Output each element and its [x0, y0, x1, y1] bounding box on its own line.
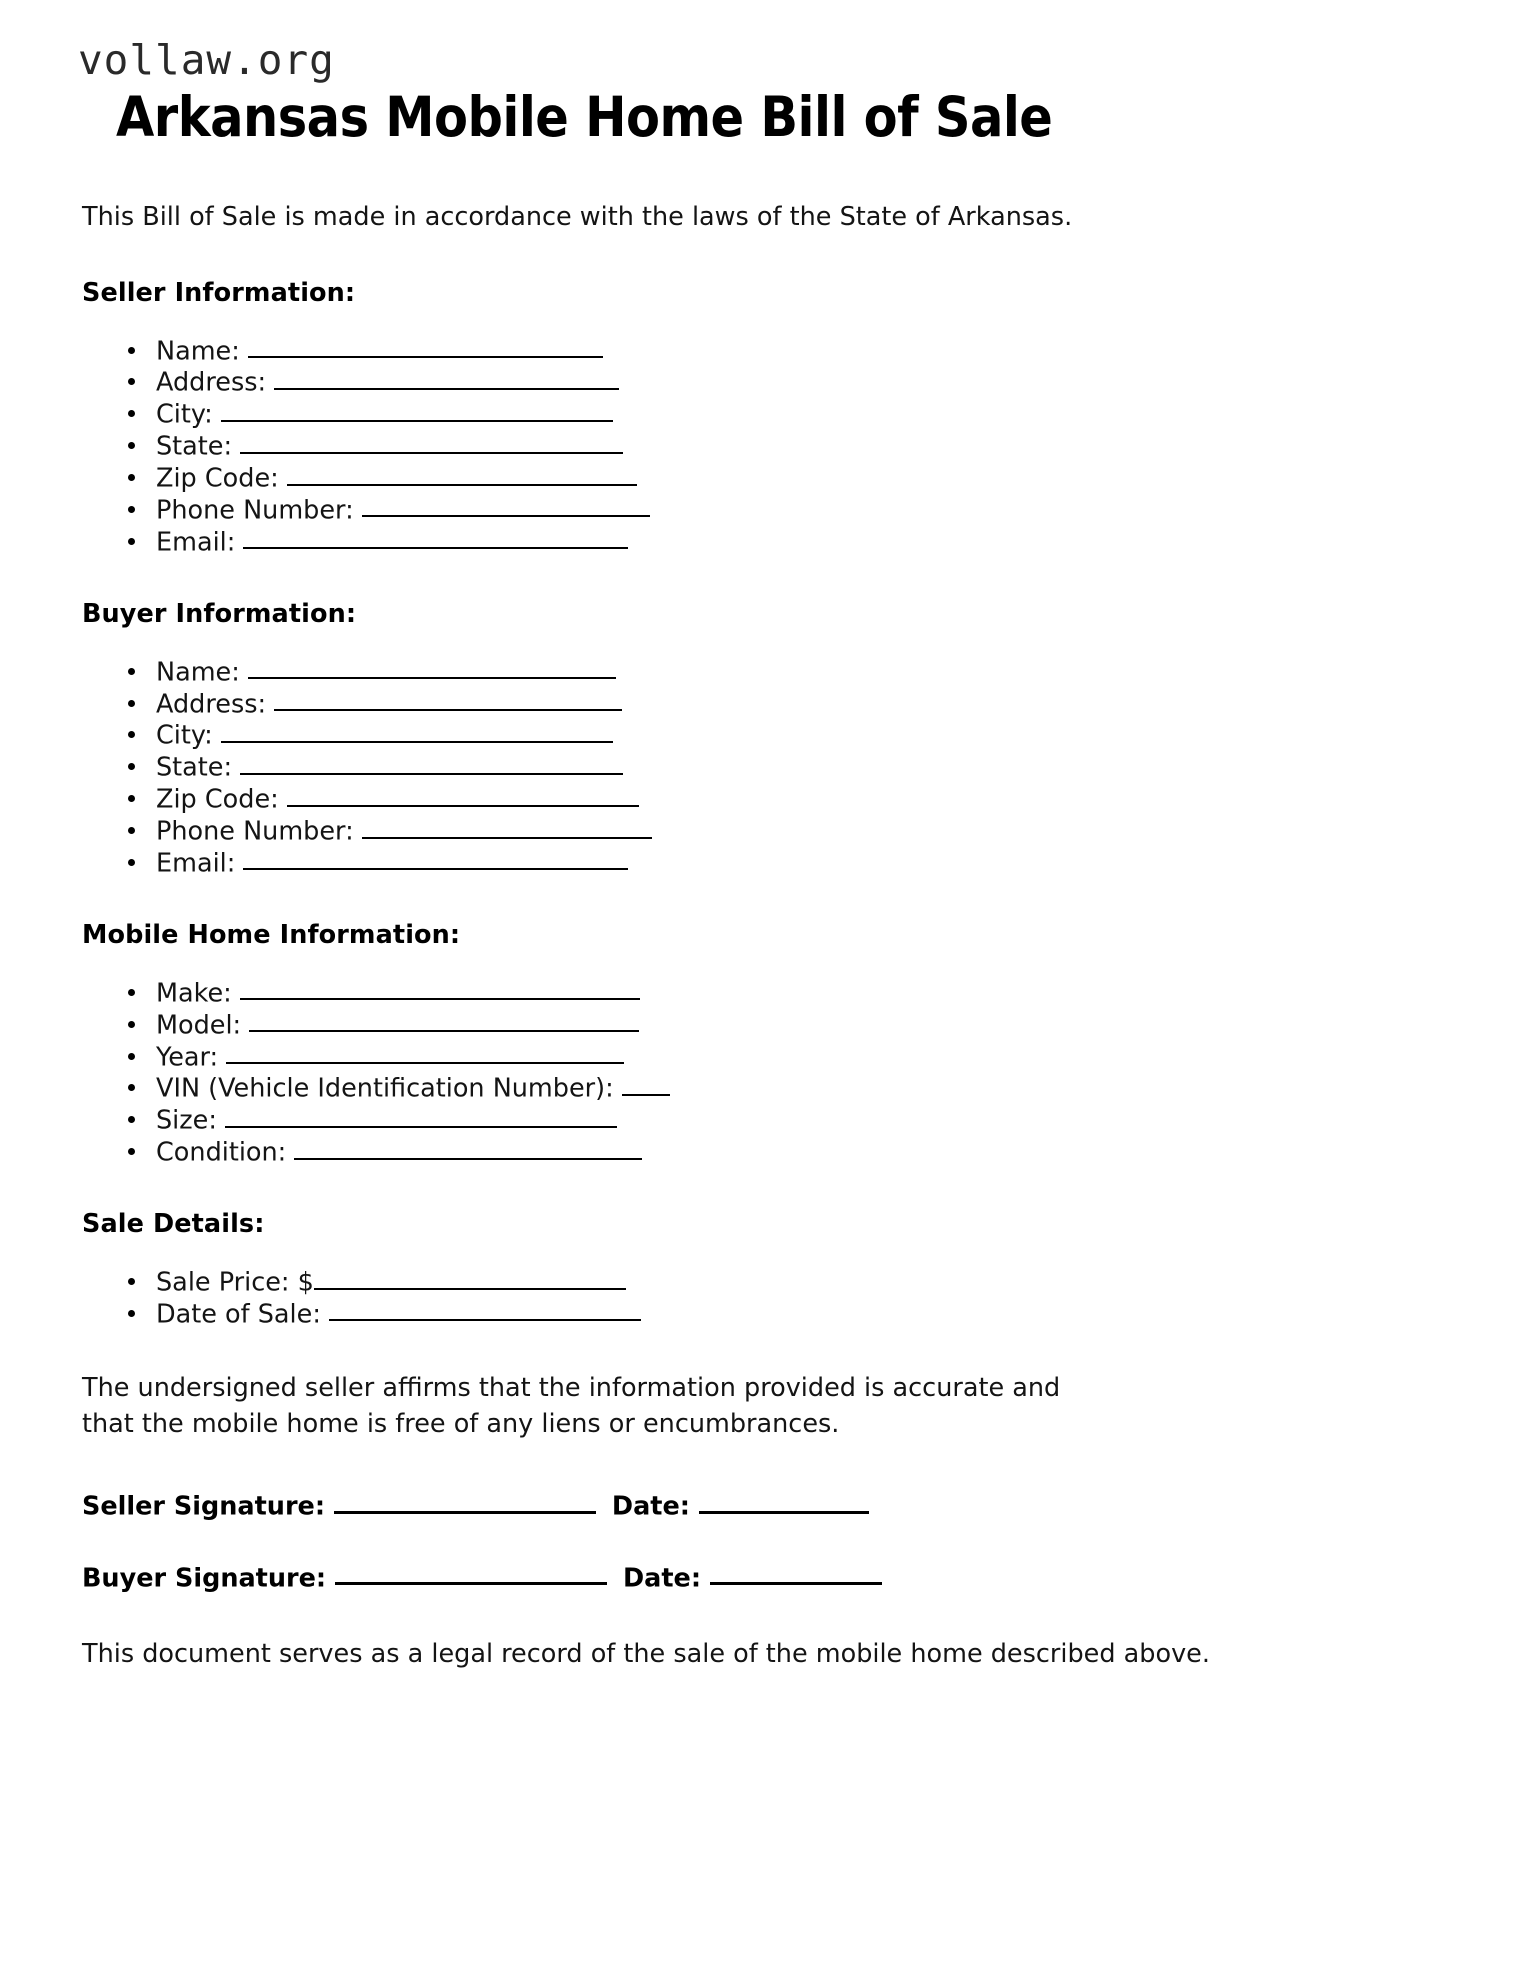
site-brand: vollaw.org: [78, 36, 335, 84]
form-field-row: [122, 1008, 1448, 1040]
section-heading: Mobile Home Information:: [82, 919, 461, 950]
signature-block: [78, 1488, 1448, 1593]
field-label: Sale Price: $: [156, 1267, 314, 1298]
closing-paragraph: This document serves as a legal record of the sale of the mobile home described above.: [82, 1639, 1210, 1670]
field-label: Make:: [156, 978, 232, 1009]
form-field-row: [122, 814, 1448, 846]
date-blank-line[interactable]: [710, 1559, 882, 1585]
field-blank-line[interactable]: [248, 654, 616, 679]
date-label: Date:: [622, 1563, 702, 1594]
field-label: Phone Number:: [156, 495, 354, 526]
form-field-row: [122, 655, 1448, 687]
form-field-row: [122, 976, 1448, 1008]
date-label: Date:: [611, 1491, 690, 1522]
field-label: Phone Number:: [156, 816, 354, 847]
form-field-row: [122, 1071, 1448, 1103]
field-blank-line[interactable]: [240, 428, 623, 453]
field-label: Date of Sale:: [156, 1299, 321, 1330]
form-field-row: [122, 1040, 1448, 1072]
field-label: Name:: [156, 336, 240, 367]
field-label: City:: [156, 399, 213, 430]
field-label: Address:: [156, 689, 267, 720]
signature-blank-line[interactable]: [335, 1559, 607, 1585]
field-list: [78, 1265, 1448, 1329]
signature-row: [82, 1488, 1448, 1521]
form-field-row: [122, 397, 1448, 429]
signature-blank-line[interactable]: [334, 1487, 596, 1513]
form-field-row: [122, 1103, 1448, 1135]
intro-paragraph: This Bill of Sale is made in accordance with the laws of the State of Arkansas.: [82, 201, 1073, 232]
field-blank-line[interactable]: [240, 975, 640, 1000]
section-heading: Buyer Information:: [82, 598, 357, 629]
field-label: State:: [156, 752, 233, 783]
field-label: Zip Code:: [156, 463, 279, 494]
field-label: Name:: [156, 657, 240, 688]
form-sections: [78, 278, 1448, 1329]
field-label: Size:: [156, 1105, 217, 1136]
field-label: Year:: [156, 1042, 219, 1073]
field-label: Model:: [156, 1010, 242, 1041]
field-blank-line[interactable]: [240, 749, 623, 774]
field-blank-line[interactable]: [362, 492, 650, 517]
form-field-row: [122, 846, 1448, 878]
field-blank-line[interactable]: [314, 1264, 626, 1289]
field-blank-line[interactable]: [274, 364, 619, 389]
form-field-row: [122, 1265, 1448, 1297]
field-blank-line[interactable]: [362, 813, 652, 838]
field-blank-line[interactable]: [226, 1039, 624, 1064]
form-field-row: [122, 1297, 1448, 1329]
field-blank-line[interactable]: [225, 1102, 617, 1127]
form-field-row: [122, 718, 1448, 750]
signature-row: [82, 1560, 1448, 1593]
form-field-row: [122, 782, 1448, 814]
field-blank-line[interactable]: [329, 1296, 641, 1321]
page-title: Arkansas Mobile Home Bill of Sale: [116, 85, 1053, 149]
form-field-row: [122, 750, 1448, 782]
form-field-row: [122, 365, 1448, 397]
date-blank-line[interactable]: [699, 1487, 869, 1513]
field-blank-line[interactable]: [221, 717, 613, 742]
field-label: Condition:: [156, 1137, 287, 1168]
form-field-row: [122, 525, 1448, 557]
field-label: City:: [156, 720, 213, 751]
field-blank-line[interactable]: [294, 1134, 642, 1159]
field-label: VIN (Vehicle Identification Number):: [156, 1073, 614, 1104]
field-blank-line[interactable]: [287, 781, 639, 806]
field-blank-line[interactable]: [274, 686, 622, 711]
field-label: State:: [156, 431, 233, 462]
field-blank-line[interactable]: [243, 845, 628, 870]
field-blank-line[interactable]: [248, 333, 603, 358]
field-label: Email:: [156, 527, 236, 558]
form-field-row: [122, 493, 1448, 525]
form-field-row: [122, 1135, 1448, 1167]
field-blank-line[interactable]: [287, 460, 637, 485]
form-field-row: [122, 429, 1448, 461]
form-field-row: [122, 461, 1448, 493]
affirmation-paragraph: The undersigned seller affirms that the information provided is accurate and that the mobile home is free of any liens or encumbrances.: [82, 1372, 1061, 1439]
field-blank-line[interactable]: [243, 524, 628, 549]
field-list: [78, 976, 1448, 1167]
field-blank-line[interactable]: [622, 1070, 670, 1095]
form-field-row: [122, 334, 1448, 366]
signature-label: Seller Signature:: [82, 1491, 326, 1522]
field-blank-line[interactable]: [221, 396, 613, 421]
field-label: Email:: [156, 848, 236, 879]
signature-label: Buyer Signature:: [82, 1563, 327, 1594]
form-field-row: [122, 687, 1448, 719]
field-list: [78, 655, 1448, 878]
field-blank-line[interactable]: [249, 1007, 639, 1032]
field-list: [78, 334, 1448, 557]
section-heading: Seller Information:: [82, 277, 356, 308]
field-label: Address:: [156, 367, 267, 398]
field-label: Zip Code:: [156, 784, 279, 815]
section-heading: Sale Details:: [82, 1209, 265, 1240]
